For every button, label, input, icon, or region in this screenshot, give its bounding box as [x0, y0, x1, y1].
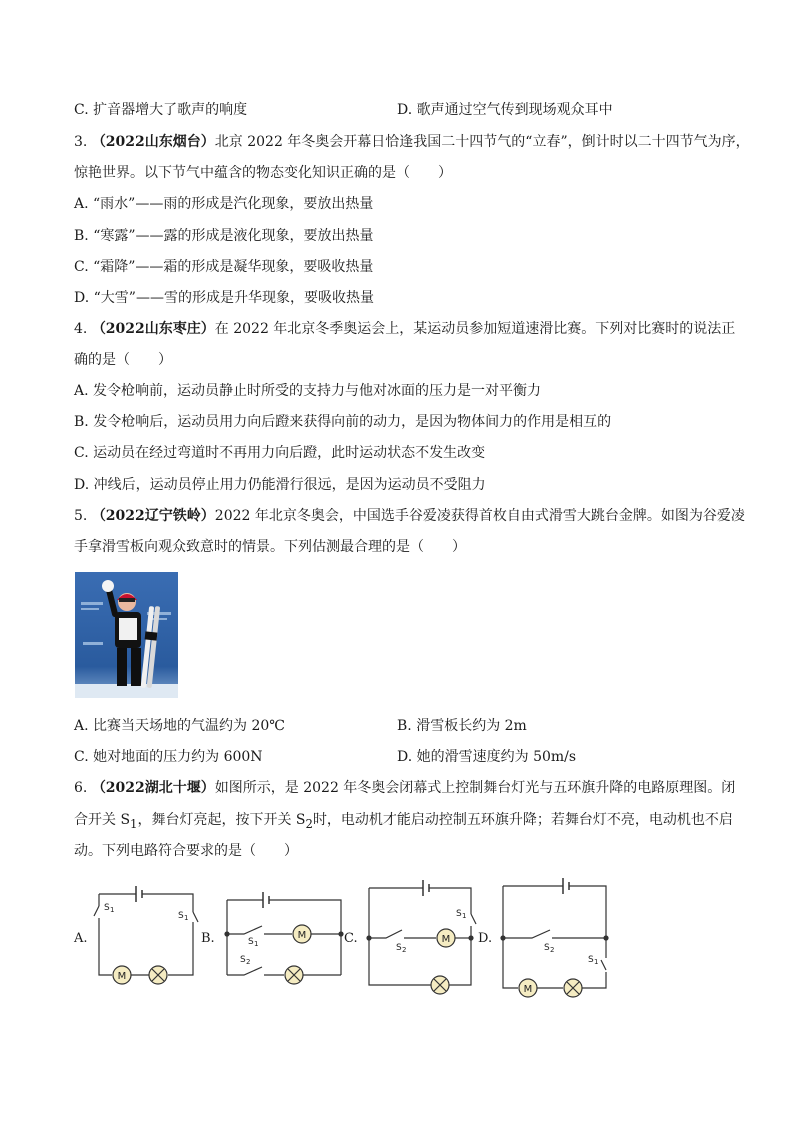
q3-stem-line-2: 惊艳世界。以下节气中蕴含的物态变化知识正确的是（ ）: [74, 165, 452, 181]
s1-sub-b: 1: [254, 940, 259, 948]
q4-option-c: C. 运动员在经过弯道时不再用力向后蹬，此时运动状态不发生改变: [74, 445, 486, 461]
motor-label: M: [297, 930, 307, 941]
switch-s2-icon: [369, 930, 402, 938]
q3-stem-line-1: [74, 132, 750, 152]
q6-stem-2b: ，舞台灯亮起，按下开关 S: [137, 812, 306, 828]
battery-icon: [563, 878, 569, 894]
q5-option-c: C. 她对地面的压力约为 600N: [74, 749, 263, 765]
s2-label-c: S: [396, 943, 402, 953]
q5-stem-line-1: [74, 506, 745, 526]
q5-stem-line-2: 手拿滑雪板向观众致意时的情景。下列估测最合理的是（ ）: [74, 539, 466, 555]
q5-stem-1: 2022 年北京冬奥会，中国选手谷爱凌获得首枚自由式滑雪大跳台金牌。如图为谷爱凌: [214, 508, 745, 524]
switch-s1-icon: [601, 960, 606, 970]
s1-label-b: S: [248, 937, 254, 947]
q3-option-b: B. “寒露”——露的形成是液化现象，要放出热量: [74, 228, 374, 244]
q6-number: 6.: [74, 780, 92, 796]
switch-s2-icon: [227, 967, 262, 975]
q4-option-b: B. 发令枪响后，运动员用力向后蹬来获得向前的动力，是因为物体间力的作用是相互的: [74, 414, 612, 430]
circuit-label-d: D.: [478, 931, 493, 946]
q6-stem-1: 如图所示，是 2022 年冬奥会闭幕式上控制舞台灯光与五环旗升降的电路原理图。闭: [214, 780, 736, 796]
q3-option-c: C. “霜降”——霜的形成是凝华现象，要吸收热量: [74, 259, 374, 275]
q3-source: （2022山东烟台）: [91, 134, 215, 150]
q5-source: （2022辽宁铁岭）: [91, 508, 215, 524]
q3-number: 3.: [74, 134, 92, 150]
motor-label: M: [523, 984, 533, 995]
q6-stem-line-2: [74, 810, 733, 834]
s2-sub-d: 2: [550, 946, 555, 954]
q6-stem-line-3: 动。下列电路符合要求的是（ ）: [74, 843, 298, 859]
q5-option-a: A. 比赛当天场地的气温约为 20℃: [74, 718, 285, 734]
s2-label-a: S: [178, 911, 184, 921]
circuit-label-a: A.: [74, 931, 88, 946]
motor-label: M: [117, 971, 127, 982]
battery-icon: [423, 880, 429, 896]
q6-stem-2a: 合开关 S: [74, 812, 131, 828]
q2-option-d: D. 歌声通过空气传到现场观众耳中: [397, 102, 613, 118]
skier-photo: [75, 572, 178, 698]
q6-source: （2022湖北十堰）: [91, 780, 215, 796]
s1-label-c: S: [456, 909, 462, 919]
s1-sub-c: 1: [462, 912, 467, 920]
q5-number: 5.: [74, 508, 92, 524]
q4-stem-line-1: [74, 319, 735, 339]
switch-s2-icon: [503, 930, 550, 938]
q5-option-d: D. 她的滑雪速度约为 50m/s: [397, 749, 577, 765]
motor-label: M: [441, 934, 451, 945]
q6-stem-2c: 时，电动机才能启动控制五环旗升降；若舞台灯不亮，电动机也不启: [312, 812, 733, 828]
q4-stem-line-2: 确的是（ ）: [74, 352, 172, 368]
q4-number: 4.: [74, 321, 92, 337]
skier-illustration: [75, 572, 178, 698]
s2-label-b: S: [240, 955, 246, 965]
s1-sub-a: 1: [110, 906, 115, 914]
s1-sub-d: 1: [594, 958, 599, 966]
q4-stem-1: 在 2022 年北京冬季奥运会上，某运动员参加短道速滑比赛。下列对比赛时的说法正: [214, 321, 736, 337]
switch-s2-icon: [193, 912, 198, 922]
q6-sub-2: 2: [305, 816, 313, 831]
q4-option-d: D. 冲线后，运动员停止用力仍能滑行很远，是因为运动员不受阻力: [74, 477, 486, 493]
q3-option-a: A. “雨水”——雨的形成是汽化现象，要放出热量: [74, 196, 374, 212]
circuit-d: [501, 878, 608, 997]
circuit-c: [367, 880, 476, 994]
q4-source: （2022山东枣庄）: [91, 321, 215, 337]
circuit-a: [94, 886, 198, 984]
s2-sub-b: 2: [246, 958, 251, 966]
circuit-b: [225, 892, 343, 984]
s1-label-a: S: [104, 903, 110, 913]
q6-sub-1: 1: [130, 816, 138, 831]
switch-s1-icon: [471, 914, 476, 924]
q4-option-a: A. 发令枪响前，运动员静止时所受的支持力与他对冰面的压力是一对平衡力: [74, 383, 542, 399]
q2-option-c: C. 扩音器增大了歌声的响度: [74, 102, 248, 118]
q6-stem-line-1: [74, 778, 735, 798]
switch-s1-icon: [227, 926, 262, 934]
circuit-label-c: C.: [344, 931, 358, 946]
q3-option-d: D. “大雪”——雪的形成是升华现象，要吸收热量: [74, 290, 374, 306]
battery-icon: [263, 892, 269, 908]
circuit-diagrams: [0, 870, 794, 1030]
circuit-label-b: B.: [201, 931, 215, 946]
s2-label-d: S: [544, 943, 550, 953]
s2-sub-a: 1: [184, 914, 189, 922]
battery-icon: [136, 886, 142, 902]
s2-sub-c: 2: [402, 946, 407, 954]
s1-label-d: S: [588, 955, 594, 965]
q3-stem-1: 北京 2022 年冬奥会开幕日恰逢我国二十四节气的“立春”，倒计时以二十四节气为序，: [214, 134, 750, 150]
switch-s1-icon: [94, 906, 99, 916]
q5-option-b: B. 滑雪板长约为 2m: [397, 718, 527, 734]
